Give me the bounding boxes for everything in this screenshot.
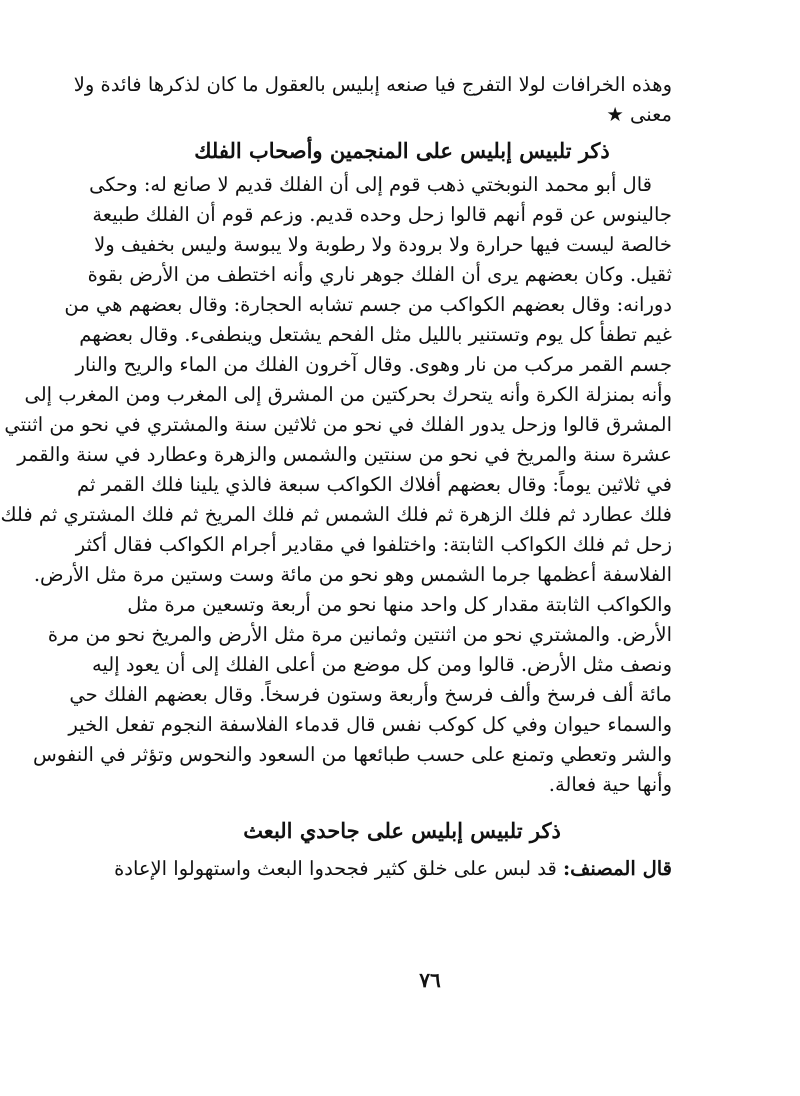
page-body (0, 70, 672, 884)
section-heading: ذكر تلبيس إبليس على جاحدي البعث (243, 818, 561, 843)
section-heading: ذكر تلبيس إبليس على المنجمين وأصحاب الفلك (194, 138, 610, 163)
body-line: غيم تطفأ كل يوم وتستنير بالليل مثل الفحم يشتعل وينطفىء. وقال بعضهم (79, 323, 672, 346)
body-line: مائة ألف فرسخ وألف فرسخ وأربعة وستون فرسخاً. وقال بعضهم الفلك حي (69, 683, 672, 706)
body-line: المشرق قالوا وزحل يدور الفلك في نحو من ثلاثين سنة والمشتري في نحو من اثنتي (4, 413, 672, 436)
body-line: ونصف مثل الأرض. قالوا ومن كل موضع من أعلى الفلك إلى أن يعود إليه (91, 653, 672, 676)
body-line: والكواكب الثابتة مقدار كل واحد منها نحو من أربعة وتسعين مرة مثل (127, 593, 672, 616)
body-line: خالصة ليست فيها حرارة ولا برودة ولا رطوبة ولا يبوسة وليس بخفيف ولا (94, 233, 672, 256)
body-line: والشر وتعطي وتمنع على حسب طبائعها من السعود والنحوس وتؤثر في النفوس (32, 743, 672, 766)
body-line: جالينوس عن قوم أنهم قالوا زحل وحده قديم. وزعم قوم أن الفلك طبيعة (92, 203, 672, 226)
body-line: ثقيل. وكان بعضهم يرى أن الفلك جوهر ناري وأنه اختطف من الأرض بقوة (87, 263, 672, 286)
body-line: وهذه الخرافات لولا التفرج فيا صنعه إبليس بالعقول ما كان لذكرها فائدة ولا (73, 73, 672, 96)
body-line: دورانه: وقال بعضهم الكواكب من جسم تشابه الحجارة: وقال بعضهم هي من (64, 293, 672, 316)
author-lead: قال المصنف: (562, 857, 672, 880)
body-line: في ثلاثين يوماً: وقال بعضهم أفلاك الكواكب سبعة فالذي يلينا فلك القمر ثم (77, 473, 672, 496)
body-line-text: قد لبس على خلق كثير فجحدوا البعث واستهولوا الإعادة (114, 857, 563, 880)
body-line (114, 854, 672, 884)
body-line: فلك عطارد ثم فلك الزهرة ثم فلك الشمس ثم فلك المريخ ثم فلك المشتري ثم فلك (0, 503, 672, 526)
body-line: وأنه بمنزلة الكرة وأنه يتحرك بحركتين من المشرق إلى المغرب ومن المغرب إلى (24, 383, 672, 406)
page-number: ٧٦ (419, 968, 441, 992)
body-line: وأنها حية فعالة. (548, 773, 672, 796)
body-line: معنى ★ (606, 103, 672, 126)
body-line: قال أبو محمد النوبختي ذهب قوم إلى أن الفلك قديم لا صانع له: وحكى (89, 173, 652, 196)
body-line: زحل ثم فلك الكواكب الثابتة: واختلفوا في مقادير أجرام الكواكب فقال أكثر (75, 533, 672, 556)
body-line: عشرة سنة والمريخ في نحو من سنتين والشمس والزهرة وعطارد في سنة والقمر (17, 443, 672, 466)
body-line: جسم القمر مركب من نار وهوى. وقال آخرون الفلك من الماء والريح والنار (75, 353, 672, 376)
body-line: الفلاسفة أعظمها جرما الشمس وهو نحو من مائة وست وستين مرة مثل الأرض. (33, 563, 672, 586)
body-line: الأرض. والمشتري نحو من اثنتين وثمانين مرة مثل الأرض والمريخ نحو من مرة (47, 623, 672, 646)
body-line: والسماء حيوان وفي كل كوكب نفس قال قدماء الفلاسفة النجوم تفعل الخير (68, 713, 672, 736)
